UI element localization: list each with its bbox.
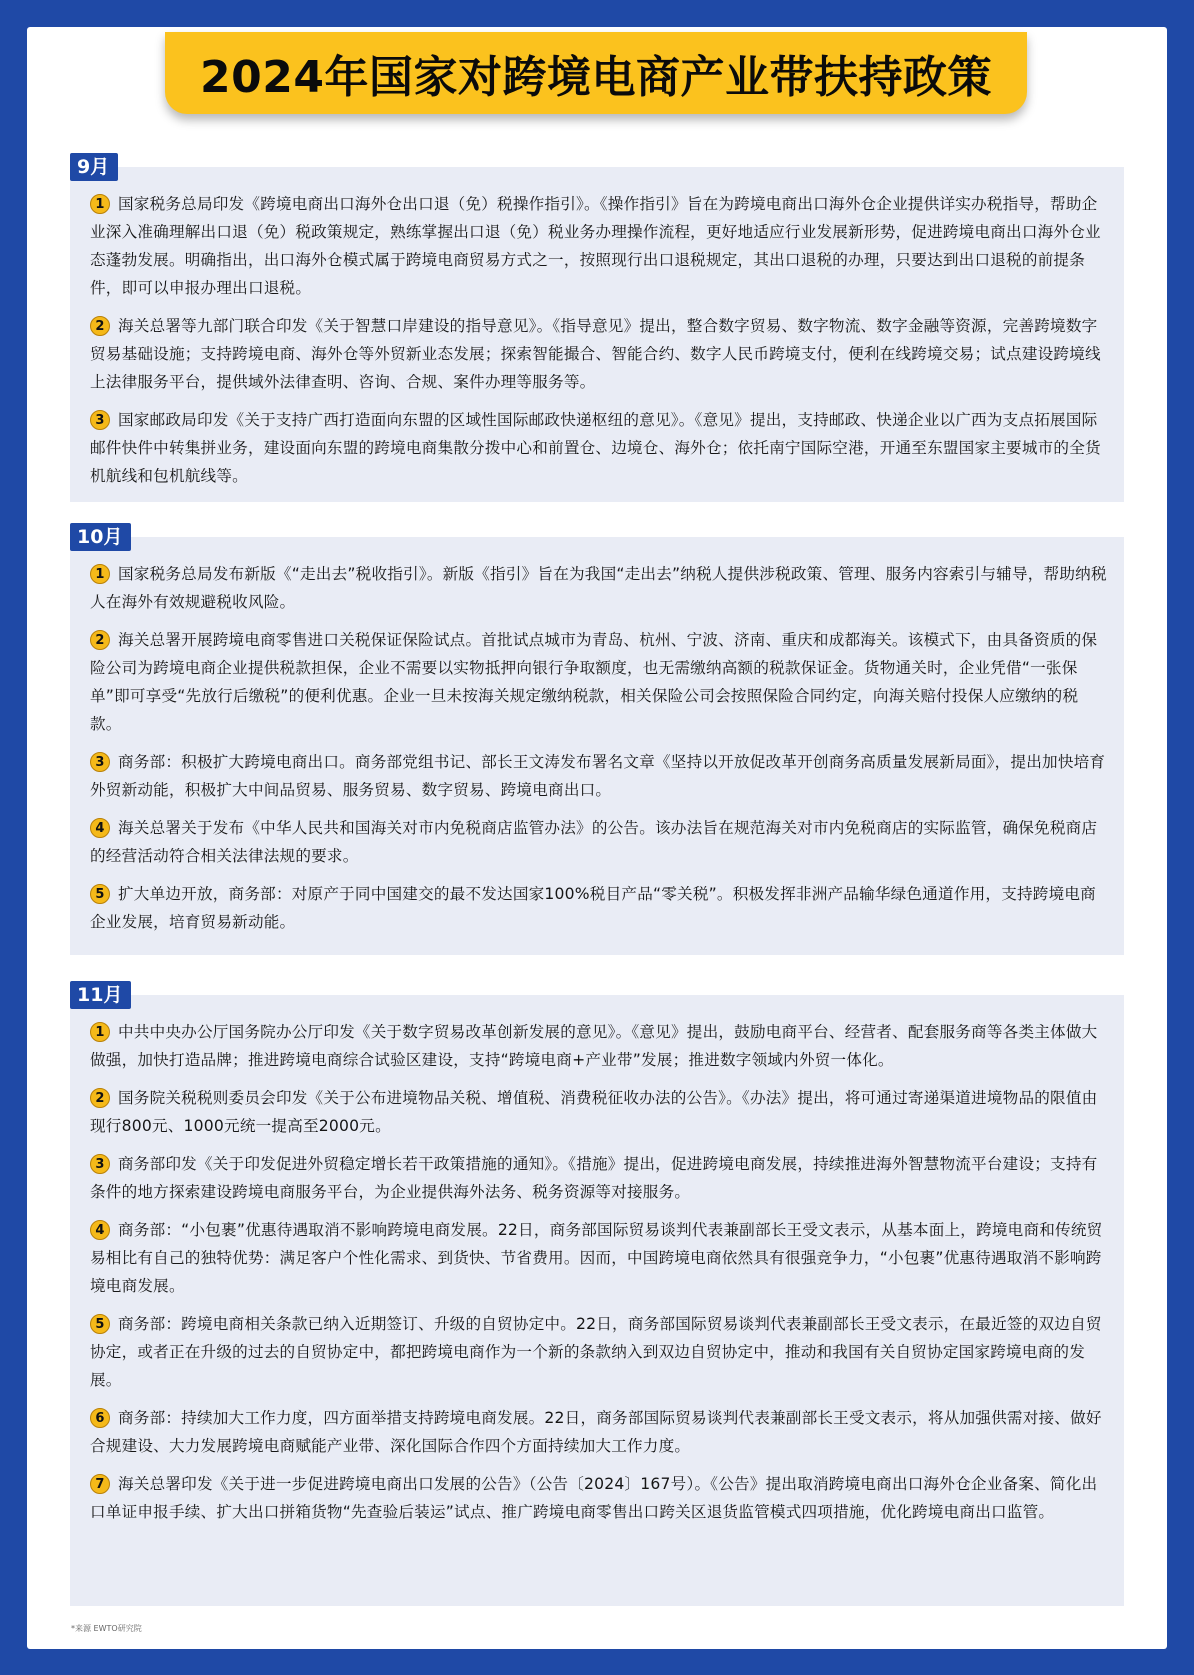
policy-text: 国务院关税税则委员会印发《关于公布进境物品关税、增值税、消费税征收办法的公告》。《办法》提出，将可通过寄递渠道进境物品的限值由现行800元、1000元统一提高至2000元。 (90, 1089, 1098, 1135)
policy-item (90, 1084, 1108, 1140)
number-badge: 3 (90, 752, 110, 772)
month-tag: 11月 (70, 981, 131, 1009)
number-badge: 4 (90, 818, 110, 838)
number-badge: 7 (90, 1474, 110, 1494)
number-badge: 6 (90, 1408, 110, 1428)
policy-text: 商务部：积极扩大跨境电商出口。商务部党组书记、部长王文涛发布署名文章《坚持以开放促改革开创商务高质量发展新局面》，提出加快培育外贸新动能，积极扩大中间品贸易、服务贸易、数字贸易、跨境电商出口。 (90, 753, 1106, 799)
policy-text: 海关总署开展跨境电商零售进口关税保证保险试点。首批试点城市为青岛、杭州、宁波、济南、重庆和成都海关。该模式下，由具备资质的保险公司为跨境电商企业提供税款担保，企业不需要以实物抵押向银行争取额度，也无需缴纳高额的税款保证金。货物通关时，企业凭借“一张保单”即可享受“先放行后缴税”的便利优惠。企业一旦未按海关规定缴纳税款，相关保险公司会按照保险合同约定，向海关赔付投保人应缴纳的税款。 (90, 631, 1098, 733)
number-badge: 2 (90, 316, 110, 336)
month-tag: 10月 (70, 523, 131, 551)
title-banner (165, 32, 1027, 114)
policy-item (90, 190, 1108, 302)
policy-item (90, 560, 1108, 616)
policy-text: 商务部：持续加大工作力度，四方面举措支持跨境电商发展。22日，商务部国际贸易谈判代表兼副部长王受文表示，将从加强供需对接、做好合规建设、大力发展跨境电商赋能产业带、深化国际合作四个方面持续加大工作力度。 (90, 1409, 1102, 1455)
policy-text: 国家税务总局印发《跨境电商出口海外仓出口退（免）税操作指引》。《操作指引》旨在为跨境电商出口海外仓企业提供详实办税指导，帮助企业深入准确理解出口退（免）税政策规定，熟练掌握出口退（免）税业务办理操作流程，更好地适应行业发展新形势，促进跨境电商出口海外仓业态蓬勃发展。明确指出，出口海外仓模式属于跨境电商贸易方式之一，按照现行出口退税规定，其出口退税的办理，只要达到出口退税的前提条件，即可以申报办理出口退税。 (90, 195, 1101, 297)
policy-item (90, 1404, 1108, 1460)
policy-text: 商务部：“小包裹”优惠待遇取消不影响跨境电商发展。22日，商务部国际贸易谈判代表兼副部长王受文表示，从基本面上，跨境电商和传统贸易相比有自己的独特优势：满足客户个性化需求、到货快、节省费用。因而，中国跨境电商依然具有很强竞争力，“小包裹”优惠待遇取消不影响跨境电商发展。 (90, 1221, 1103, 1295)
number-badge: 5 (90, 884, 110, 904)
page-title: 2024年国家对跨境电商产业带扶持政策 (200, 52, 992, 103)
policy-text: 海关总署印发《关于进一步促进跨境电商出口发展的公告》（公告〔2024〕167号）。《公告》提出取消跨境电商出口海外仓企业备案、简化出口单证申报手续、扩大出口拼箱货物“先查验后装运”试点、推广跨境电商零售出口跨关区退货监管模式四项措施，优化跨境电商出口监管。 (90, 1475, 1098, 1521)
number-badge: 2 (90, 630, 110, 650)
policy-text: 商务部印发《关于印发促进外贸稳定增长若干政策措施的通知》。《措施》提出，促进跨境电商发展，持续推进海外智慧物流平台建设；支持有条件的地方探索建设跨境电商服务平台，为企业提供海外法务、税务资源等对接服务。 (90, 1155, 1098, 1201)
policy-item (90, 312, 1108, 396)
number-badge: 2 (90, 1088, 110, 1108)
policy-item (90, 880, 1108, 936)
month-tag: 9月 (70, 153, 118, 181)
section-november (70, 984, 1124, 1606)
policy-text: 扩大单边开放，商务部：对原产于同中国建交的最不发达国家100%税目产品“零关税”。积极发挥非洲产品输华绿色通道作用，支持跨境电商企业发展，培育贸易新动能。 (90, 885, 1096, 931)
policy-item (90, 1216, 1108, 1300)
number-badge: 3 (90, 410, 110, 430)
number-badge: 1 (90, 564, 110, 584)
number-badge: 4 (90, 1220, 110, 1240)
policy-item (90, 1150, 1108, 1206)
policy-item (90, 406, 1108, 490)
policy-item (90, 1470, 1108, 1526)
policy-text: 海关总署关于发布《中华人民共和国海关对市内免税商店监管办法》的公告。该办法旨在规范海关对市内免税商店的实际监管，确保免税商店的经营活动符合相关法律法规的要求。 (90, 819, 1098, 865)
number-badge: 5 (90, 1314, 110, 1334)
policy-text: 商务部：跨境电商相关条款已纳入近期签订、升级的自贸协定中。22日，商务部国际贸易谈判代表兼副部长王受文表示，在最近签的双边自贸协定，或者正在升级的过去的自贸协定中，都把跨境电商作为一个新的条款纳入到双边自贸协定中，推动和我国有关自贸协定国家跨境电商的发展。 (90, 1315, 1102, 1389)
policy-item (90, 748, 1108, 804)
policy-item (90, 1018, 1108, 1074)
number-badge: 3 (90, 1154, 110, 1174)
policy-text: 中共中央办公厅国务院办公厅印发《关于数字贸易改革创新发展的意见》。《意见》提出，鼓励电商平台、经营者、配套服务商等各类主体做大做强，加快打造品牌；推进跨境电商综合试验区建设，支持“跨境电商+产业带”发展；推进数字领域内外贸一体化。 (90, 1023, 1098, 1069)
section-september (70, 156, 1124, 502)
source-note: *来源 EWTO研究院 (71, 1624, 142, 1633)
policy-item (90, 626, 1108, 738)
number-badge: 1 (90, 194, 110, 214)
policy-item (90, 1310, 1108, 1394)
section-october (70, 526, 1124, 955)
policy-text: 海关总署等九部门联合印发《关于智慧口岸建设的指导意见》。《指导意见》提出，整合数字贸易、数字物流、数字金融等资源，完善跨境数字贸易基础设施；支持跨境电商、海外仓等外贸新业态发展；探索智能撮合、智能合约、数字人民币跨境支付，便利在线跨境交易；试点建设跨境线上法律服务平台，提供域外法律查明、咨询、合规、案件办理等服务等。 (90, 317, 1101, 391)
policy-item (90, 814, 1108, 870)
number-badge: 1 (90, 1022, 110, 1042)
policy-text: 国家税务总局发布新版《“走出去”税收指引》。新版《指引》旨在为我国“走出去”纳税人提供涉税政策、管理、服务内容索引与辅导，帮助纳税人在海外有效规避税收风险。 (90, 565, 1107, 611)
policy-text: 国家邮政局印发《关于支持广西打造面向东盟的区域性国际邮政快递枢纽的意见》。《意见》提出，支持邮政、快递企业以广西为支点拓展国际邮件快件中转集拼业务，建设面向东盟的跨境电商集散分拨中心和前置仓、边境仓、海外仓；依托南宁国际空港，开通至东盟国家主要城市的全货机航线和包机航线等。 (90, 411, 1101, 485)
